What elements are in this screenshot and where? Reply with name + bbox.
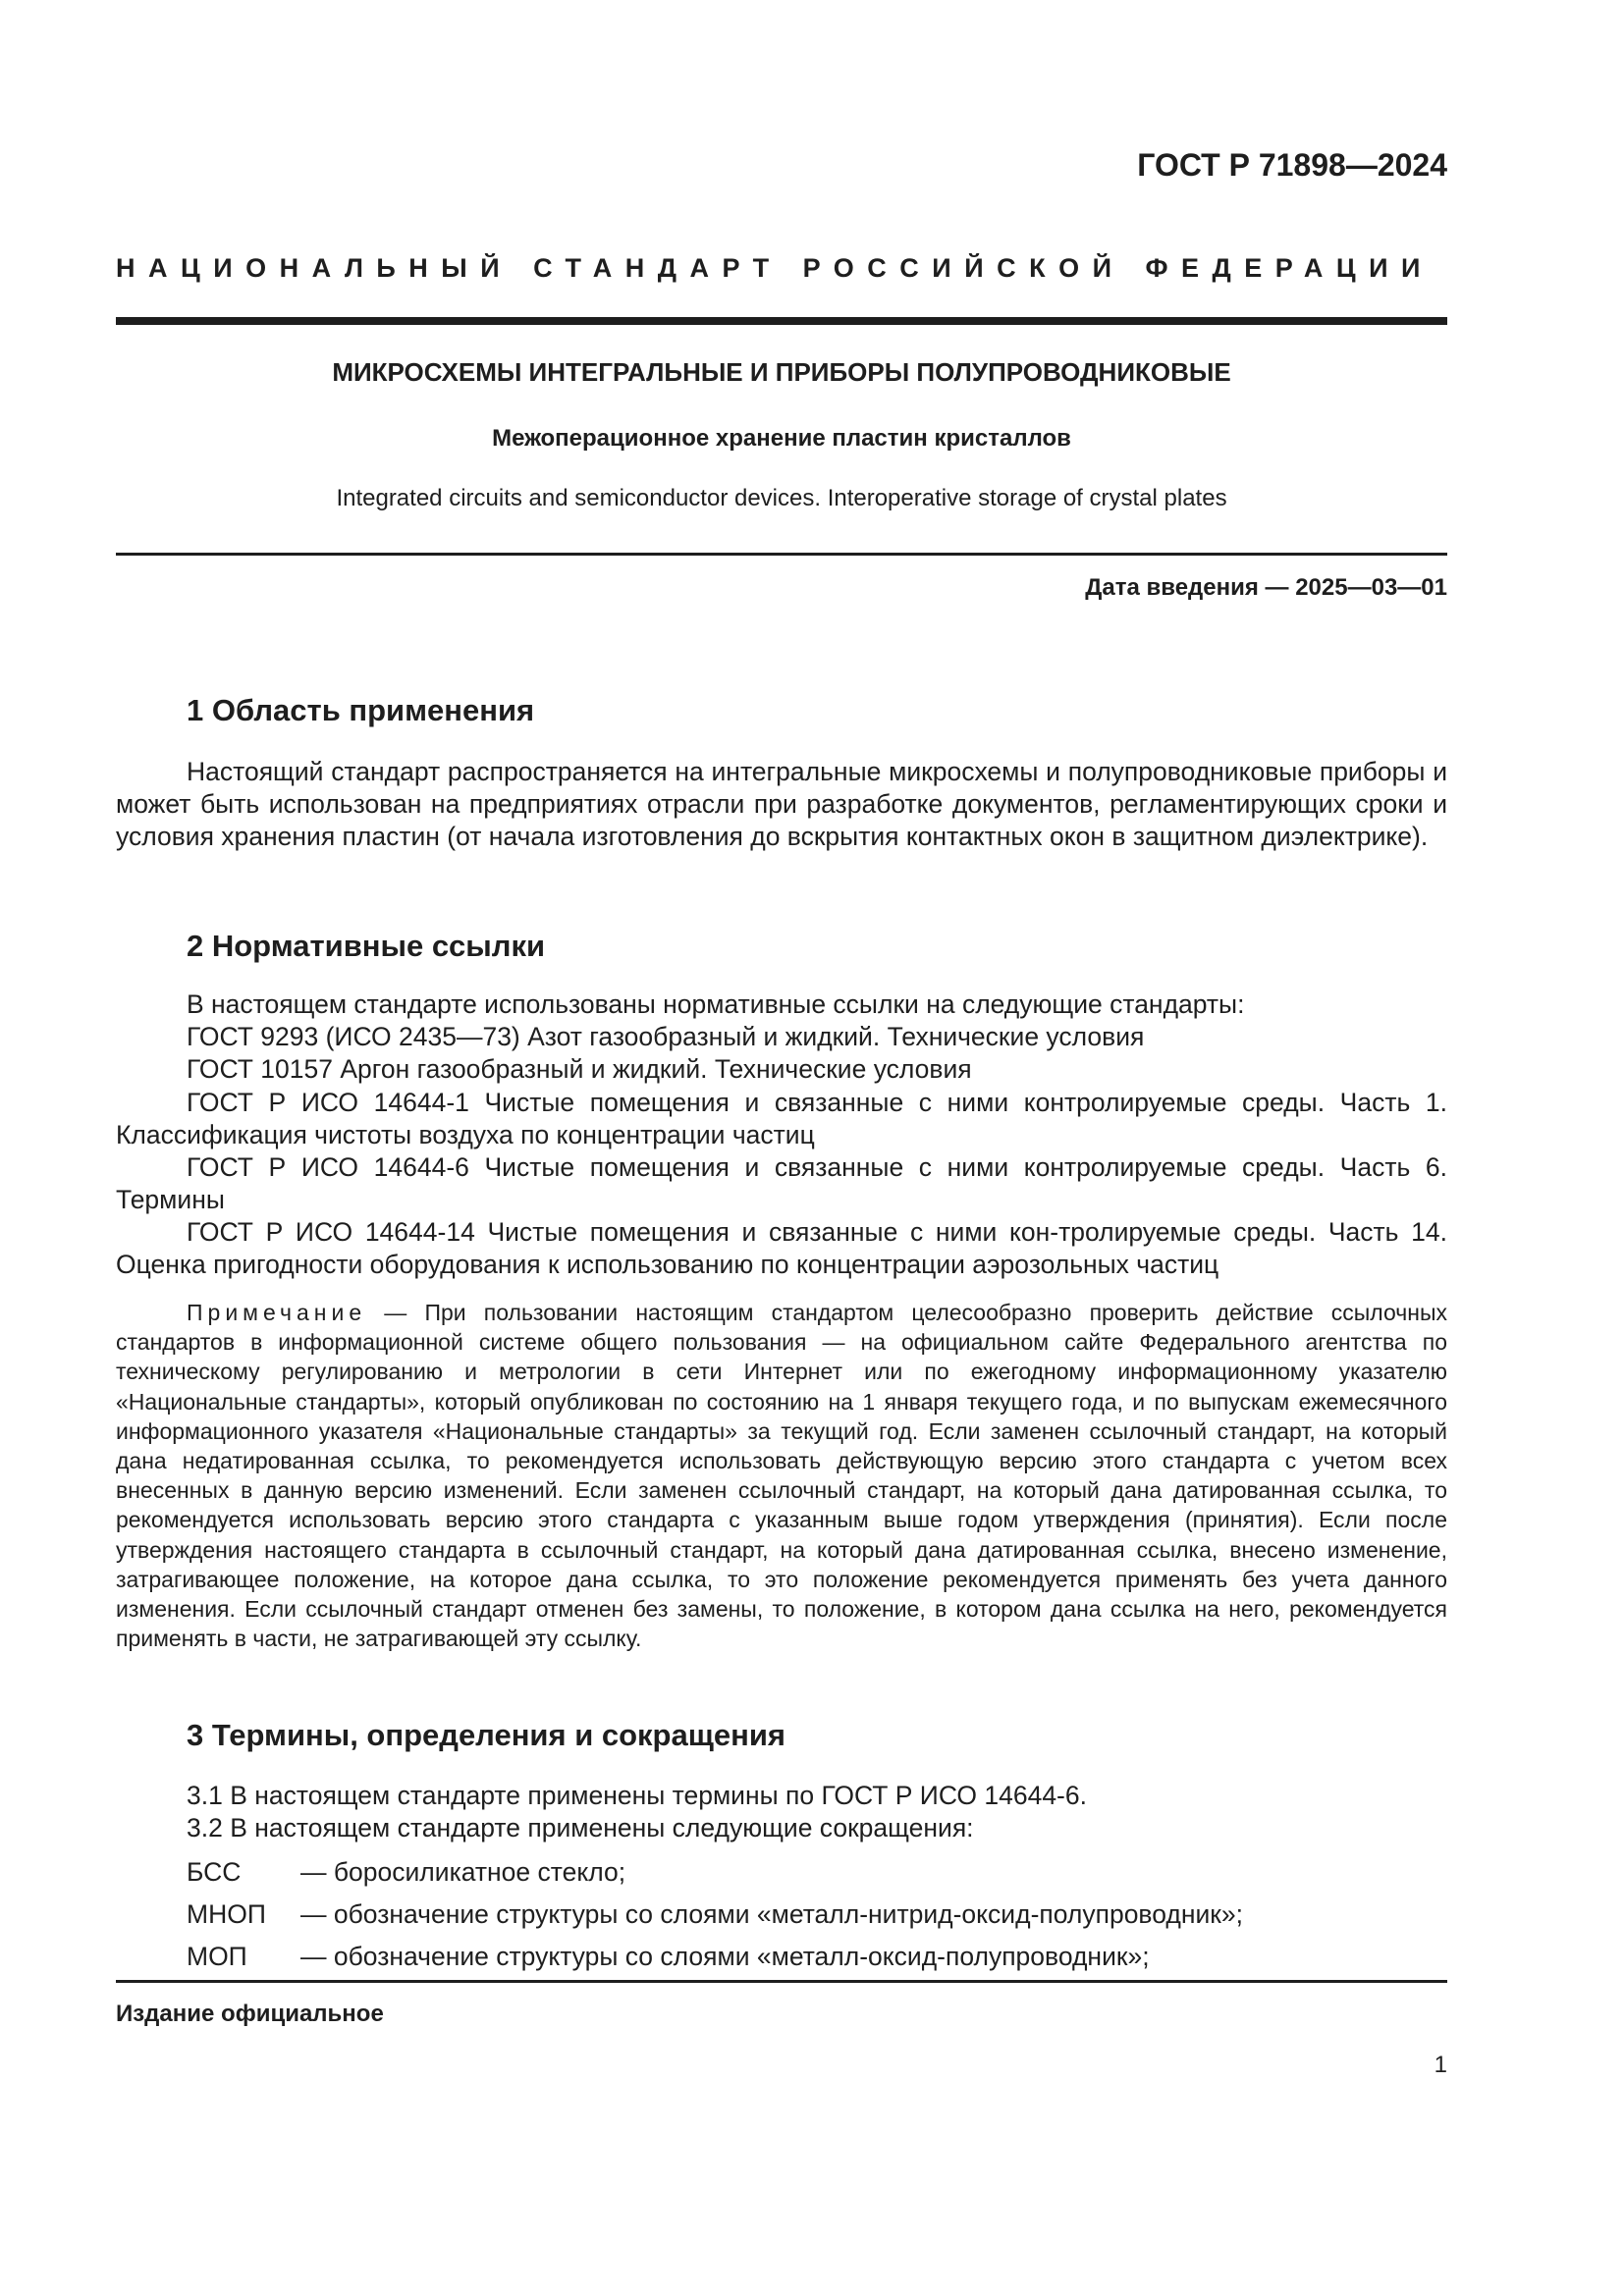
abbreviation-row <box>187 1857 625 1888</box>
abbreviation-term: МОП <box>187 1942 247 1971</box>
note-label: Примечание <box>187 1300 367 1325</box>
standard-title: МИКРОСХЕМЫ ИНТЕГРАЛЬНЫЕ И ПРИБОРЫ ПОЛУПРОВОДНИКОВЫЕ <box>332 357 1231 387</box>
abbreviation-definition: — обозначение структуры со слоями «металл-нитрид-оксид-полупроводник»; <box>300 1899 1243 1929</box>
section-2-heading: 2 Нормативные ссылки <box>187 929 546 963</box>
terms-item-3-1: 3.1 В настоящем стандарте применены термины по ГОСТ Р ИСО 14644-6. <box>187 1781 1087 1810</box>
official-edition-label: Издание официальное <box>116 2001 384 2027</box>
standard-subtitle: Межоперационное хранение пластин кристаллов <box>492 425 1071 452</box>
abbreviation-term: МНОП <box>187 1899 266 1929</box>
reference-item: ГОСТ 10157 Аргон газообразный и жидкий. Технические условия <box>187 1054 972 1084</box>
page-number: 1 <box>1434 2052 1447 2078</box>
abbreviation-definition: — боросиликатное стекло; <box>300 1857 626 1887</box>
abbreviation-row <box>187 1899 1243 1930</box>
header-divider <box>116 317 1447 325</box>
section-1-text: Настоящий стандарт распространяется на интегральные микросхемы и полупроводниковые приборы и может быть использован на предприятиях отрасли при разработке документов, регламентирующих сроки и условия хранения пластин (от начала изготовления до вскрытия контактных окон в защитном диэлектрике). <box>116 757 1447 851</box>
reference-item: ГОСТ 9293 (ИСО 2435—73) Азот газообразный и жидкий. Технические условия <box>187 1022 1145 1051</box>
introduction-date: Дата введения — 2025—03—01 <box>1085 574 1447 601</box>
note-text: — При пользовании настоящим стандартом целесообразно проверить действие ссылочных стандартов в информационной системе общего пользования — на официальном сайте Федерального агентства по техническому регулированию и метрологии в сети Интернет или по ежегодному информационному указателю «Национальные стандарты», который опубликован по состоянию на 1 января текущего года, и по выпускам ежемесячного информационного указателя «Национальные стандарты» за текущий год. Если заменен ссылочный стандарт, на который дана недатированная ссылка, то рекомендуется использовать действующую версию этого стандарта с учетом всех внесенных в данную версию изменений. Если заменен ссылочный стандарт, на который дана датированная ссылка, то рекомендуется использовать версию этого стандарта с указанным выше годом утверждения (принятия). Если после утверждения настоящего стандарта в ссылочный стандарт, на который дана датированная ссылка, внесено изменение, затрагивающее положение, на которое дана ссылка, то это положение рекомендуется применять без учета данного изменения. Если ссылочный стандарт отменен без замены, то положение, в котором дана ссылка на него, рекомендуется применять в части, не затрагивающей эту ссылку. <box>116 1300 1447 1652</box>
footer-divider <box>116 1980 1447 1983</box>
reference-item: ГОСТ Р ИСО 14644-14 Чистые помещения и связанные с ними кон-тролируемые среды. Часть 14. Оценка пригодности оборудования к использованию по концентрации аэрозольных частиц <box>116 1217 1447 1279</box>
terms-item-3-2: 3.2 В настоящем стандарте применены следующие сокращения: <box>187 1813 974 1842</box>
section-3-heading: 3 Термины, определения и сокращения <box>187 1718 785 1752</box>
abbreviation-term: БСС <box>187 1857 242 1887</box>
reference-item: ГОСТ Р ИСО 14644-6 Чистые помещения и связанные с ними контролируемые среды. Часть 6. Термины <box>116 1152 1447 1214</box>
abbreviation-row <box>187 1942 1150 1972</box>
abbreviation-definition: — обозначение структуры со слоями «металл-оксид-полупроводник»; <box>300 1942 1150 1971</box>
national-standard-banner: НАЦИОНАЛЬНЫЙ СТАНДАРТ РОССИЙСКОЙ ФЕДЕРАЦИИ <box>116 253 1434 283</box>
title-divider <box>116 553 1447 556</box>
section-1-heading: 1 Область применения <box>187 693 535 727</box>
document-number: ГОСТ Р 71898—2024 <box>1137 147 1447 183</box>
reference-item: ГОСТ Р ИСО 14644-1 Чистые помещения и связанные с ними контролируемые среды. Часть 1. Классификация чистоты воздуха по концентрации частиц <box>116 1088 1447 1149</box>
references-note <box>116 1298 1447 1653</box>
references-intro: В настоящем стандарте использованы нормативные ссылки на следующие стандарты: <box>187 989 1245 1019</box>
standard-title-english: Integrated circuits and semiconductor devices. Interoperative storage of crystal plates <box>336 485 1227 511</box>
